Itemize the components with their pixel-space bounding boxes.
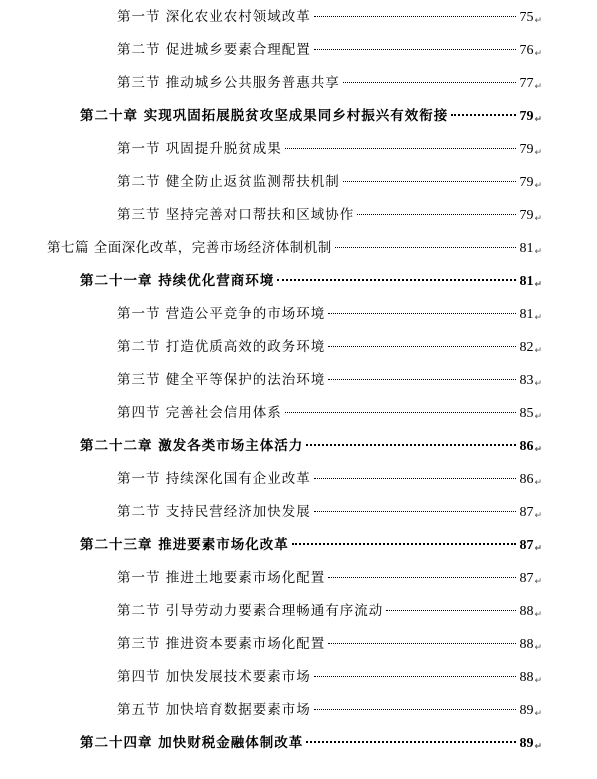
toc-entry-section[interactable] (117, 402, 542, 424)
toc-entry-page: 87 (519, 538, 534, 553)
toc-entry-chapter[interactable] (80, 534, 542, 556)
dot-leader (357, 214, 516, 215)
dot-leader (328, 577, 516, 578)
paragraph-mark-icon: ↵ (534, 445, 542, 455)
dot-leader (277, 279, 516, 281)
toc-entry-title: 第四节 加快发展技术要素市场 (117, 669, 311, 685)
dot-leader (328, 313, 516, 314)
toc-entry-section[interactable] (117, 567, 542, 589)
dot-leader (328, 346, 516, 347)
paragraph-mark-icon: ↵ (534, 544, 542, 554)
paragraph-mark-icon: ↵ (534, 280, 542, 290)
paragraph-mark-icon: ↵ (534, 247, 542, 257)
toc-entry-section[interactable] (117, 39, 542, 61)
dot-leader (306, 741, 516, 743)
toc-entry-title: 第三节 推进资本要素市场化配置 (117, 636, 326, 652)
paragraph-mark-icon: ↵ (534, 379, 542, 389)
toc-entry-title: 第四节 完善社会信用体系 (117, 405, 282, 421)
toc-entry-title: 第二节 支持民营经济加快发展 (117, 504, 311, 520)
toc-entry-section[interactable] (117, 336, 542, 358)
toc-entry-chapter[interactable] (80, 270, 542, 292)
paragraph-mark-icon: ↵ (534, 16, 542, 26)
dot-leader (314, 511, 517, 512)
toc-entry-page: 79 (519, 109, 534, 124)
toc-entry-title: 第五节 加快培育数据要素市场 (117, 702, 311, 718)
toc-entry-title: 第一节 深化农业农村领域改革 (117, 9, 311, 25)
dot-leader (314, 676, 517, 677)
toc-entry-title: 第一节 巩固提升脱贫成果 (117, 141, 282, 157)
dot-leader (328, 643, 516, 644)
paragraph-mark-icon: ↵ (534, 643, 542, 653)
toc-entry-page: 88 (519, 637, 534, 652)
toc-entry-page: 88 (519, 604, 534, 619)
dot-leader (335, 247, 517, 248)
dot-leader (285, 412, 517, 413)
toc-entry-chapter[interactable] (80, 105, 542, 127)
toc-entry-page: 79 (519, 175, 534, 190)
toc-entry-page: 82 (519, 340, 534, 355)
dot-leader (314, 709, 517, 710)
toc-entry-page: 89 (519, 736, 534, 751)
paragraph-mark-icon: ↵ (534, 511, 542, 521)
toc-entry-page: 81 (519, 241, 534, 256)
paragraph-mark-icon: ↵ (534, 181, 542, 191)
toc-entry-title: 第二十三章 推进要素市场化改革 (80, 537, 289, 553)
toc-entry-section[interactable] (117, 171, 542, 193)
toc-entry-page: 76 (519, 43, 534, 58)
paragraph-mark-icon: ↵ (534, 214, 542, 224)
paragraph-mark-icon: ↵ (534, 82, 542, 92)
paragraph-mark-icon: ↵ (534, 610, 542, 620)
toc-entry-title: 第二十一章 持续优化营商环境 (80, 273, 275, 289)
paragraph-mark-icon: ↵ (534, 676, 542, 686)
dot-leader (314, 16, 517, 17)
dot-leader (386, 610, 516, 611)
toc-entry-section[interactable] (117, 369, 542, 391)
dot-leader (292, 543, 517, 545)
toc-entry-page: 88 (519, 670, 534, 685)
toc-entry-title: 第二十章 实现巩固拓展脱贫攻坚成果同乡村振兴有效衔接 (80, 108, 449, 124)
toc-entry-section[interactable] (117, 138, 542, 160)
toc-entry-section[interactable] (117, 699, 542, 721)
paragraph-mark-icon: ↵ (534, 478, 542, 488)
paragraph-mark-icon: ↵ (534, 412, 542, 422)
toc-entry-section[interactable] (117, 600, 542, 622)
toc-entry-title: 第一节 推进土地要素市场化配置 (117, 570, 326, 586)
paragraph-mark-icon: ↵ (534, 577, 542, 587)
toc-entry-title: 第一节 营造公平竞争的市场环境 (117, 306, 326, 322)
dot-leader (328, 379, 516, 380)
dot-leader (314, 49, 517, 50)
toc-entry-page: 77 (519, 76, 534, 91)
dot-leader (343, 181, 517, 182)
toc-entry-page: 86 (519, 439, 534, 454)
toc-entry-title: 第二十二章 激发各类市场主体活力 (80, 438, 304, 454)
toc-entry-title: 第三节 坚持完善对口帮扶和区域协作 (117, 207, 355, 223)
toc-entry-page: 89 (519, 703, 534, 718)
toc-entry-section[interactable] (117, 303, 542, 325)
toc-entry-title: 第二节 打造优质高效的政务环境 (117, 339, 326, 355)
toc-entry-part[interactable] (47, 237, 542, 259)
paragraph-mark-icon: ↵ (534, 148, 542, 158)
paragraph-mark-icon: ↵ (534, 346, 542, 356)
toc-entry-page: 75 (519, 10, 534, 25)
toc-entry-title: 第七篇 全面深化改革，完善市场经济体制机制 (47, 240, 332, 256)
dot-leader (343, 82, 517, 83)
toc-entry-title: 第一节 持续深化国有企业改革 (117, 471, 311, 487)
dot-leader (285, 148, 517, 149)
toc-entry-chapter[interactable] (80, 732, 542, 754)
paragraph-mark-icon: ↵ (534, 313, 542, 323)
toc-entry-title: 第二节 健全防止返贫监测帮扶机制 (117, 174, 340, 190)
paragraph-mark-icon: ↵ (534, 49, 542, 59)
toc-entry-page: 85 (519, 406, 534, 421)
toc-entry-page: 87 (519, 571, 534, 586)
toc-entry-section[interactable] (117, 501, 542, 523)
toc-entry-section[interactable] (117, 204, 542, 226)
toc-entry-page: 81 (519, 274, 534, 289)
toc-entry-page: 87 (519, 505, 534, 520)
toc-entry-page: 81 (519, 307, 534, 322)
toc-entry-section[interactable] (117, 72, 542, 94)
toc-entry-section[interactable] (117, 6, 542, 28)
toc-entry-title: 第二节 促进城乡要素合理配置 (117, 42, 311, 58)
toc-entry-page: 79 (519, 208, 534, 223)
toc-entry-chapter[interactable] (80, 435, 542, 457)
dot-leader (306, 444, 516, 446)
toc-entry-title: 第三节 推动城乡公共服务普惠共享 (117, 75, 340, 91)
toc-entry-title: 第二十四章 加快财税金融体制改革 (80, 735, 304, 751)
toc-entry-page: 83 (519, 373, 534, 388)
dot-leader (314, 478, 517, 479)
toc-entry-section[interactable] (117, 666, 542, 688)
toc-entry-section[interactable] (117, 468, 542, 490)
paragraph-mark-icon: ↵ (534, 115, 542, 125)
toc-entry-page: 79 (519, 142, 534, 157)
toc-entry-title: 第二节 引导劳动力要素合理畅通有序流动 (117, 603, 384, 619)
paragraph-mark-icon: ↵ (534, 742, 542, 752)
toc-entry-title: 第三节 健全平等保护的法治环境 (117, 372, 326, 388)
toc-entry-page: 86 (519, 472, 534, 487)
toc-entry-section[interactable] (117, 633, 542, 655)
paragraph-mark-icon: ↵ (534, 709, 542, 719)
dot-leader (451, 114, 516, 116)
